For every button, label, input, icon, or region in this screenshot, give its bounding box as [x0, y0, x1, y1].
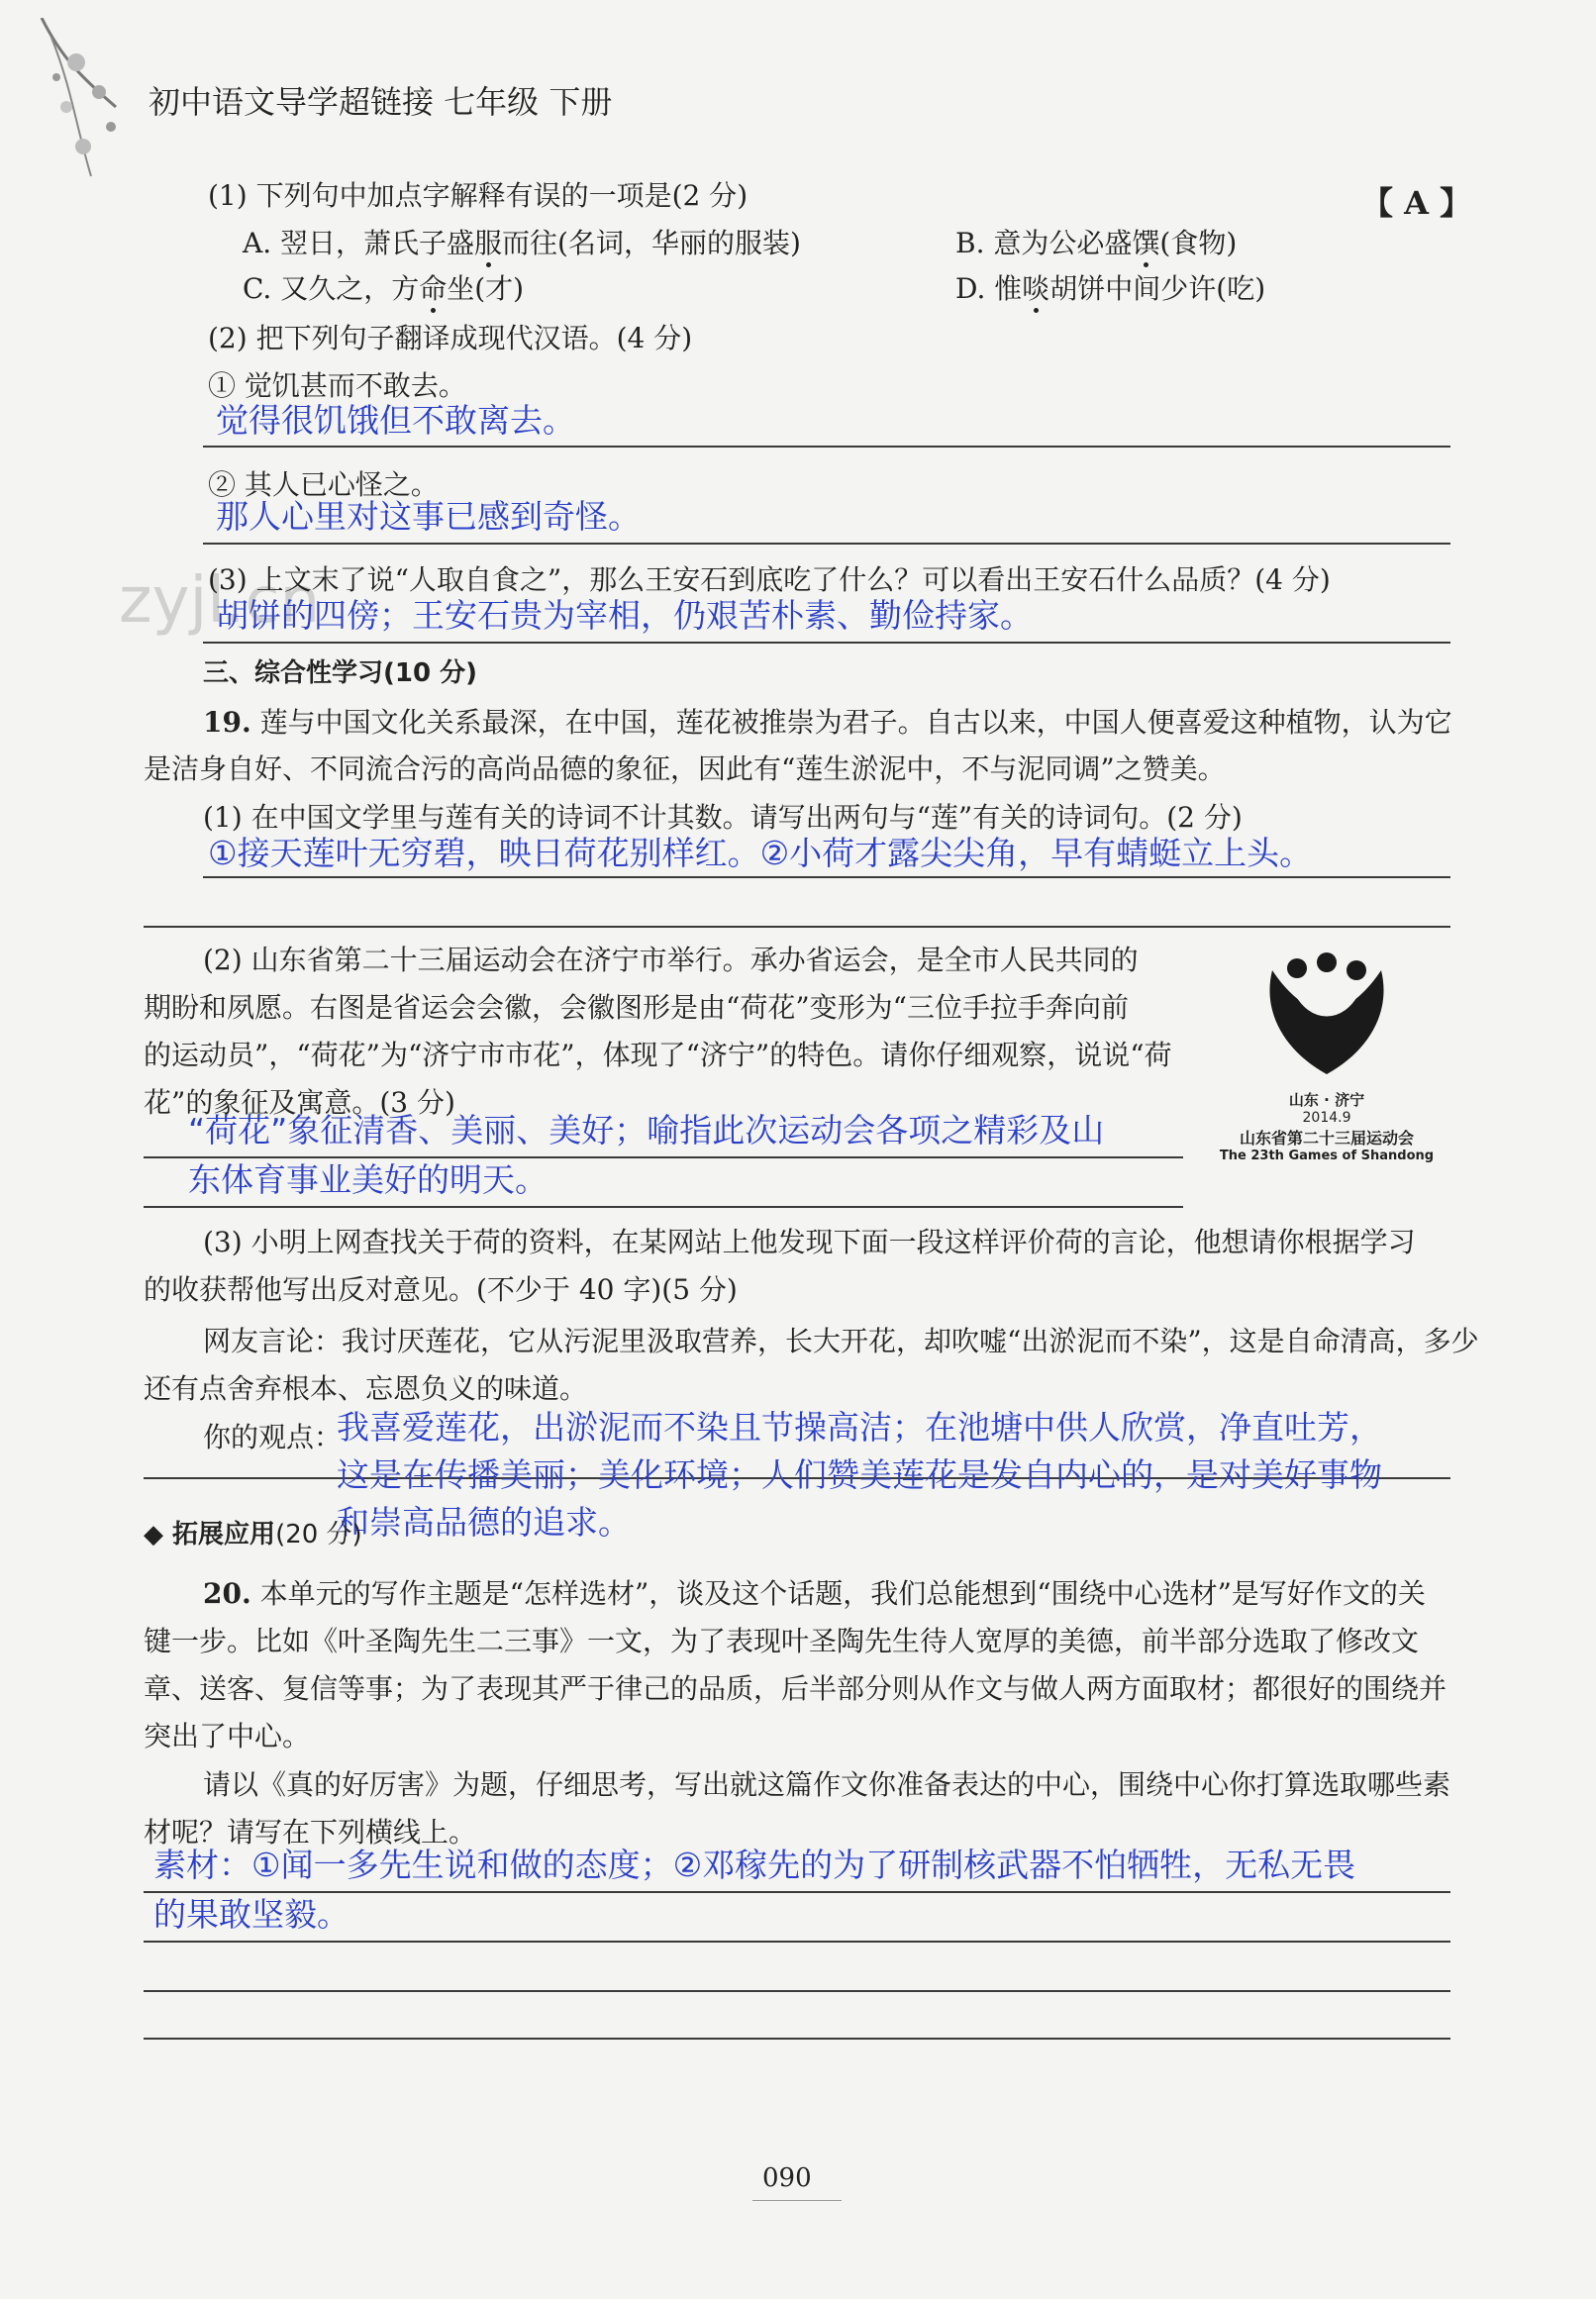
q19-sub2-line-2: 期盼和夙愿。右图是省运会会徽，会徽图形是由“荷花”变形为“三位手拉手奔向前: [144, 991, 1129, 1024]
q19-intro-line-2: 是洁身自好、不同流合污的高尚品德的象征，因此有“莲生淤泥中，不与泥同调”之赞美。: [144, 752, 1226, 785]
q18-sub2-prompt: (2) 把下列句子翻译成现代汉语。(4 分): [208, 322, 693, 354]
q19-sub2-line-3: 的运动员”，“荷花”为“济宁市市花”，体现了“济宁”的特色。请你仔细观察，说说“荷: [144, 1039, 1172, 1071]
q18-option-c: C. 又久之，方命坐(才): [243, 272, 525, 305]
answer-line: [203, 543, 1450, 545]
answer-line: [144, 2038, 1450, 2040]
q18-option-a: A. 翌日，萧氏子盛服而往(名词，华丽的服装): [243, 227, 801, 259]
emblem-city: 山东 · 济宁: [1288, 1091, 1365, 1109]
q19-sub2-line-4: 花”的象征及寓意。(3 分): [144, 1086, 455, 1119]
emblem-name-cn: 山东省第二十三届运动会: [1239, 1129, 1414, 1148]
answer-line: [144, 1990, 1450, 1992]
q20-line-1: 20. 本单元的写作主题是“怎样选材”，谈及这个话题，我们总能想到“围绕中心选材”是写好作文的关: [203, 1577, 1426, 1610]
q19-view-label: 你的观点：: [203, 1421, 343, 1453]
q18-answer-2: 那人心里对这事已感到奇怪。: [216, 497, 641, 536]
emblem-date: 2014.9: [1302, 1110, 1351, 1126]
q20-answer-2: 的果敢坚毅。: [153, 1895, 349, 1934]
emblem-name-en: The 23th Games of Shandong: [1219, 1149, 1435, 1163]
q18-option-d: D. 惟啖胡饼中间少许(吃): [955, 272, 1266, 305]
q18-option-b: B. 意为公必盛馔(食物): [955, 227, 1238, 259]
q19-intro-line-1: 19. 莲与中国文化关系最深，在中国，莲花被推崇为君子。自古以来，中国人便喜爱这种植物，认为它: [203, 706, 1452, 739]
answer-line: [144, 1206, 1183, 1208]
answer-line: [203, 446, 1450, 448]
q18-sub3-prompt: (3) 上文末了说“人取自食之”，那么王安石到底吃了什么？可以看出王安石什么品质？(4 分): [208, 563, 1331, 596]
q19-sub2-line-1: (2) 山东省第二十三届运动会在济宁市举行。承办省运会，是全市人民共同的: [203, 944, 1139, 976]
section-3-title: 三、综合性学习(10 分): [203, 658, 477, 688]
q20-answer-1: 素材：①闻一多先生说和做的态度；②邓稼先的为了研制核武器不怕牺牲，无私无畏: [153, 1846, 1356, 1884]
answer-box: 【 A 】: [1361, 184, 1472, 222]
q20-line-5: 请以《真的好厉害》为题，仔细思考，写出就这篇作文你准备表达的中心，围绕中心你打算选取哪些素: [203, 1768, 1451, 1801]
q20-line-6: 材呢？请写在下列横线上。: [144, 1816, 477, 1849]
page-number-underline: [752, 2200, 842, 2201]
q20-line-2: 键一步。比如《叶圣陶先生二三事》一文，为了表现叶圣陶先生待人宽厚的美德，前半部分选取了修改文: [144, 1625, 1420, 1657]
watermark: zyjl.cn: [119, 564, 321, 638]
plum-blossom-decoration: [22, 18, 131, 186]
answer-line: [144, 1941, 1450, 1943]
q20-line-3: 章、送客、复信等事；为了表现其严于律己的品质，后半部分则从作文与做人两方面取材；都很好的围绕并: [144, 1672, 1447, 1705]
q18-sentence-2: ② 其人已心怪之。: [208, 468, 439, 501]
q19-view-answer-3: 和崇高品德的追求。: [337, 1503, 631, 1542]
answer-line: [203, 642, 1450, 644]
q19-quote-line-2: 还有点舍弃根本、忘恩负义的味道。: [144, 1372, 588, 1405]
q19-quote-line-1: 网友言论：我讨厌莲花，它从污泥里汲取营养，长大开花，却吹嘘“出淤泥而不染”，这是自命清高，多少: [203, 1325, 1479, 1357]
book-title: 初中语文导学超链接 七年级 下册: [149, 83, 613, 121]
q19-sub2-answer-2: 东体育事业美好的明天。: [188, 1160, 548, 1199]
q18-sub1-prompt: (1) 下列句中加点字解释有误的一项是(2 分): [208, 179, 748, 212]
q18-sentence-1: ① 觉饥甚而不敢去。: [208, 369, 466, 402]
q19-sub1-prompt: (1) 在中国文学里与莲有关的诗词不计其数。请写出两句与“莲”有关的诗词句。(2 分): [203, 801, 1243, 834]
answer-line: [144, 926, 1450, 928]
answer-line: [203, 876, 1450, 878]
lotus-emblem-icon: [1243, 950, 1411, 1089]
q19-view-answer-1: 我喜爱莲花，出淤泥而不染且节操高洁；在池塘中供人欣赏，净直吐芳，: [337, 1408, 1382, 1447]
q18-sub3-answer: 胡饼的四傍；王安石贵为宰相，仍艰苦朴素、勤俭持家。: [216, 596, 1033, 635]
q19-sub2-answer-1: “荷花”象征清香、美丽、美好；喻指此次运动会各项之精彩及山: [188, 1111, 1105, 1150]
section-extension-title: ◆ 拓展应用(20 分): [144, 1520, 362, 1549]
q19-view-answer-2: 这是在传播美丽；美化环境；人们赞美莲花是发自内心的，是对美好事物: [337, 1455, 1382, 1494]
q19-sub3-line-2: 的收获帮他写出反对意见。(不少于 40 字)(5 分): [144, 1273, 738, 1306]
diamond-icon: ◆: [144, 1520, 173, 1549]
q18-answer-1: 觉得很饥饿但不敢离去。: [216, 401, 575, 440]
q20-line-4: 突出了中心。: [144, 1720, 311, 1752]
q19-sub3-line-1: (3) 小明上网查找关于荷的资料，在某网站上他发现下面一段这样评价荷的言论，他想请你根据学习: [203, 1226, 1416, 1258]
q19-sub1-answer: ①接天莲叶无穷碧，映日荷花别样红。②小荷才露尖尖角，早有蜻蜓立上头。: [208, 834, 1313, 872]
games-emblem: [1213, 950, 1441, 1198]
page-number: 090: [762, 2163, 812, 2193]
